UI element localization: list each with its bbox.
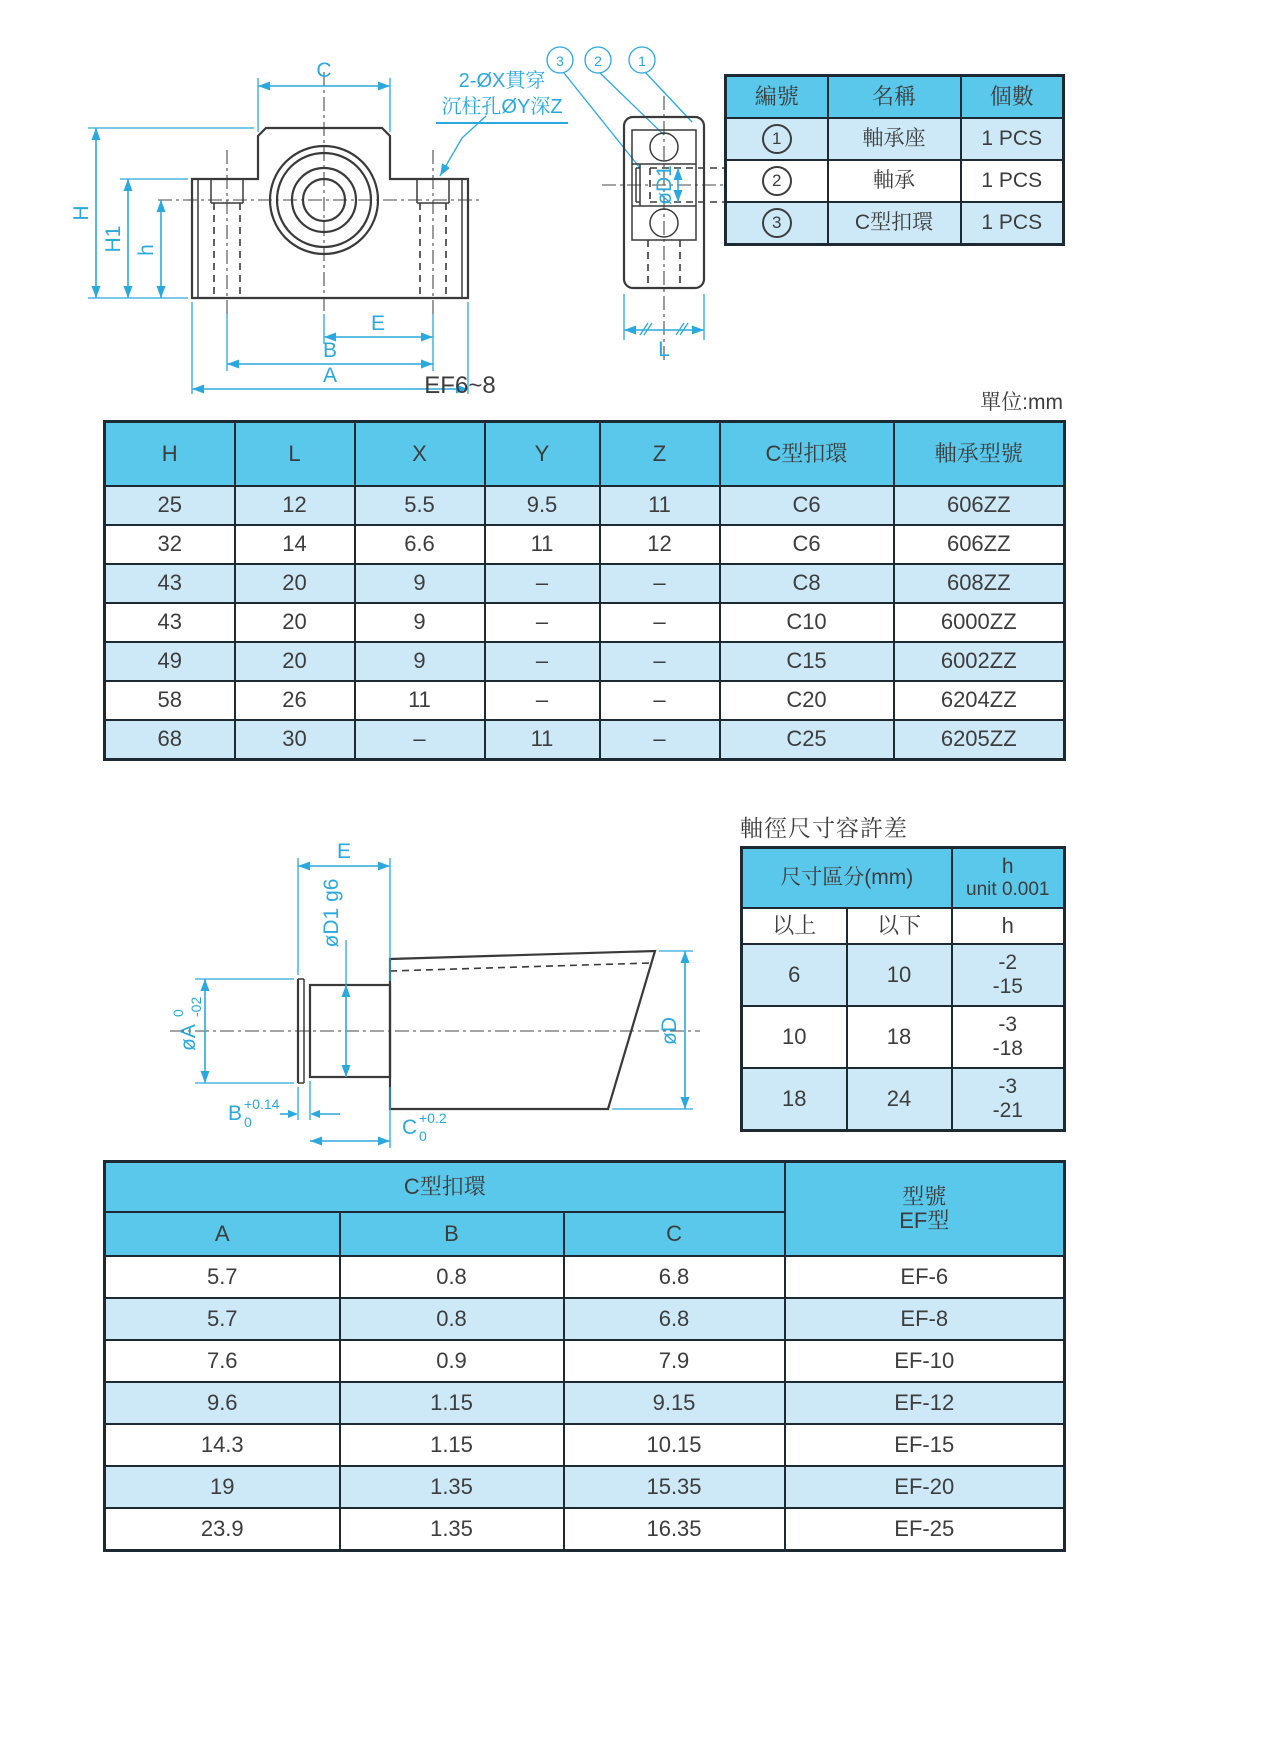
dim-label-l: L: [658, 338, 670, 361]
h-top: -2: [998, 950, 1018, 974]
parts-row: [726, 160, 1064, 202]
table-row: [105, 1466, 1065, 1508]
cell: 43: [105, 564, 235, 603]
cell: 5.7: [105, 1298, 340, 1340]
cell: EF-12: [785, 1382, 1065, 1424]
parts-header-qty: 個數: [961, 76, 1064, 119]
cell: 16.35: [564, 1508, 785, 1551]
cell-name: 軸承座: [828, 118, 961, 160]
unit-label: 單位:mm: [980, 391, 1063, 414]
cell: C6: [720, 525, 894, 564]
cell: 20: [235, 564, 355, 603]
front-view-drawing: [58, 46, 488, 394]
cell: 9: [355, 564, 485, 603]
parts-header-no: 編號: [726, 76, 828, 119]
cell: C15: [720, 642, 894, 681]
dim-label-c-sub: 0: [419, 1128, 427, 1144]
cell: EF-25: [785, 1508, 1065, 1551]
parts-header-row: [726, 76, 1064, 119]
cell: –: [600, 681, 720, 720]
cell: 32: [105, 525, 235, 564]
cell: –: [485, 564, 600, 603]
h-label: h: [952, 908, 1065, 944]
cell: 6.8: [564, 1256, 785, 1298]
dim-label-d: øD: [658, 1017, 681, 1045]
cell: 26: [235, 681, 355, 720]
counterbore-note-line2: 沉柱孔ØY深Z: [441, 96, 563, 118]
cell: 20: [235, 603, 355, 642]
cell: 7.9: [564, 1340, 785, 1382]
cell: 14: [235, 525, 355, 564]
cell: 58: [105, 681, 235, 720]
col-header-l: L: [235, 422, 355, 487]
table-row: [105, 681, 1065, 720]
tolerance-subheader-row: [742, 908, 1065, 944]
col-header-h: H: [105, 422, 235, 487]
tolerance-row: [742, 944, 1065, 1006]
cell-no: [726, 118, 828, 160]
cell: 43: [105, 603, 235, 642]
tolerance-header-row: [742, 848, 1065, 909]
dim-label-a-sup: 0: [170, 1009, 186, 1017]
cell: EF-20: [785, 1466, 1065, 1508]
cell: EF-10: [785, 1340, 1065, 1382]
table-row: [105, 486, 1065, 525]
shaft-end-drawing: [140, 828, 720, 1153]
dim-label-b: B: [228, 1102, 243, 1125]
cell: 25: [105, 486, 235, 525]
cell: 6205ZZ: [894, 720, 1065, 760]
cell: 0.9: [340, 1340, 564, 1382]
dim-label-h: H: [70, 205, 93, 221]
tolerance-row: [742, 1006, 1065, 1068]
cell: 9.6: [105, 1382, 340, 1424]
cell: C6: [720, 486, 894, 525]
cell: 1.15: [340, 1382, 564, 1424]
cell-h: [952, 1006, 1065, 1068]
dim-label-d1g6: øD1 g6: [320, 878, 343, 948]
cell: 10.15: [564, 1424, 785, 1466]
dim-label-c: C: [402, 1116, 418, 1139]
cell-qty: 1 PCS: [961, 118, 1064, 160]
cell-no: [726, 202, 828, 245]
h-bot: -15: [992, 975, 1023, 998]
cell: 12: [235, 486, 355, 525]
cell: –: [600, 642, 720, 681]
cell: 606ZZ: [894, 525, 1065, 564]
group-header-row: [105, 1162, 1065, 1213]
cell-name: C型扣環: [828, 202, 961, 245]
size-range-header: 尺寸區分(mm): [742, 848, 952, 909]
balloon-2: 2: [594, 53, 602, 69]
table-row: [105, 1424, 1065, 1466]
cell-h: [952, 1068, 1065, 1131]
model-header: [785, 1162, 1065, 1257]
col-header-z: Z: [600, 422, 720, 487]
cell: 5.5: [355, 486, 485, 525]
balloon-3: 3: [556, 53, 564, 69]
over-label: 以上: [742, 908, 847, 944]
cell: 6204ZZ: [894, 681, 1065, 720]
cell: 6.6: [355, 525, 485, 564]
cell: 606ZZ: [894, 486, 1065, 525]
cell: –: [600, 720, 720, 760]
cell-over: 18: [742, 1068, 847, 1131]
under-label: 以下: [847, 908, 952, 944]
h-header-line1: h: [1001, 855, 1014, 878]
dim-label-e: E: [370, 312, 386, 335]
dim-label-h-small: h: [135, 244, 158, 256]
cell: 11: [485, 525, 600, 564]
cell: 9: [355, 642, 485, 681]
balloon-number: 2: [762, 166, 792, 196]
balloon-1: 1: [638, 53, 646, 69]
table-row: [105, 720, 1065, 760]
cell: 6.8: [564, 1298, 785, 1340]
cell: 19: [105, 1466, 340, 1508]
tolerance-title: 軸徑尺寸容許差: [740, 815, 908, 841]
cell: EF-6: [785, 1256, 1065, 1298]
cell: –: [600, 603, 720, 642]
dim-label-a: A: [322, 364, 338, 387]
table-row: [105, 525, 1065, 564]
cell: –: [485, 681, 600, 720]
side-view-drawing: [540, 40, 740, 370]
cell: 9.15: [564, 1382, 785, 1424]
cell-under: 24: [847, 1068, 952, 1131]
cell: 15.35: [564, 1466, 785, 1508]
h-top: -3: [998, 1012, 1018, 1036]
table-row: [105, 642, 1065, 681]
cell: 11: [355, 681, 485, 720]
cell: 1.15: [340, 1424, 564, 1466]
dim-label-b-sub: 0: [244, 1114, 252, 1130]
cell: 5.7: [105, 1256, 340, 1298]
cell: 1.35: [340, 1466, 564, 1508]
col-header-b: B: [340, 1212, 564, 1256]
dim-label-e: E: [336, 840, 352, 863]
cell: –: [485, 603, 600, 642]
cring-model-table: [103, 1160, 1066, 1552]
cell: 11: [485, 720, 600, 760]
cell: 608ZZ: [894, 564, 1065, 603]
cell: 23.9: [105, 1508, 340, 1551]
table-row: [105, 564, 1065, 603]
cell: 0.8: [340, 1256, 564, 1298]
main-header-row: [105, 422, 1065, 487]
model-header-line1: 型號: [902, 1183, 947, 1209]
col-header-y: Y: [485, 422, 600, 487]
cell: 68: [105, 720, 235, 760]
cell: 30: [235, 720, 355, 760]
cell: C10: [720, 603, 894, 642]
dim-label-d1: øD1: [653, 165, 676, 205]
cell: 11: [600, 486, 720, 525]
balloon-number: 3: [762, 208, 792, 238]
counterbore-note-line1: 2-ØX貫穿: [458, 70, 546, 92]
cell: 6002ZZ: [894, 642, 1065, 681]
cell-no: [726, 160, 828, 202]
parts-header-name: 名稱: [828, 76, 961, 119]
cell: C20: [720, 681, 894, 720]
cell-h: [952, 944, 1065, 1006]
cell: 20: [235, 642, 355, 681]
main-dimension-table: [103, 420, 1066, 761]
model-header-line2: EF型: [899, 1208, 950, 1233]
dim-label-h1: H1: [102, 225, 125, 253]
cell: 0.8: [340, 1298, 564, 1340]
tolerance-table: [740, 846, 1066, 1132]
h-header-line2: unit 0.001: [966, 879, 1050, 901]
cell: –: [600, 564, 720, 603]
cell: 9.5: [485, 486, 600, 525]
table-row: [105, 1508, 1065, 1551]
cell-qty: 1 PCS: [961, 202, 1064, 245]
col-header-x: X: [355, 422, 485, 487]
dim-label-b-sup: +0.14: [244, 1096, 280, 1112]
cell-name: 軸承: [828, 160, 961, 202]
balloon-number: 1: [762, 124, 792, 154]
parts-row: [726, 118, 1064, 160]
dim-label-c: C: [316, 59, 332, 82]
table-row: [105, 1340, 1065, 1382]
cell: 1.35: [340, 1508, 564, 1551]
cell-under: 18: [847, 1006, 952, 1068]
table-row: [105, 603, 1065, 642]
h-bot: -21: [992, 1099, 1023, 1122]
cell: –: [485, 642, 600, 681]
h-bot: -18: [992, 1037, 1023, 1060]
cell: 49: [105, 642, 235, 681]
cell: C8: [720, 564, 894, 603]
col-header-bearing: 軸承型號: [894, 422, 1065, 487]
cell: EF-8: [785, 1298, 1065, 1340]
dim-label-a: øA: [177, 1024, 200, 1051]
parts-row: [726, 202, 1064, 245]
cell: C25: [720, 720, 894, 760]
cell-qty: 1 PCS: [961, 160, 1064, 202]
cell: 12: [600, 525, 720, 564]
col-header-cring: C型扣環: [720, 422, 894, 487]
table-row: [105, 1382, 1065, 1424]
col-header-c: C: [564, 1212, 785, 1256]
drawing-caption: EF6~8: [424, 372, 496, 399]
cell: EF-15: [785, 1424, 1065, 1466]
cell: 7.6: [105, 1340, 340, 1382]
cell-over: 10: [742, 1006, 847, 1068]
table-row: [105, 1256, 1065, 1298]
cell-over: 6: [742, 944, 847, 1006]
dim-label-b: B: [322, 339, 338, 362]
cell: 14.3: [105, 1424, 340, 1466]
table-row: [105, 1298, 1065, 1340]
col-header-a: A: [105, 1212, 340, 1256]
cell: –: [355, 720, 485, 760]
dim-label-a-sub: -02: [188, 996, 204, 1017]
cell: 6000ZZ: [894, 603, 1065, 642]
tolerance-row: [742, 1068, 1065, 1131]
cell-under: 10: [847, 944, 952, 1006]
h-top: -3: [998, 1074, 1018, 1098]
h-unit-header: [952, 848, 1065, 909]
cell: 9: [355, 603, 485, 642]
cring-group-header: C型扣環: [105, 1162, 785, 1213]
parts-table: [724, 74, 1065, 246]
dim-label-c-sup: +0.2: [419, 1110, 447, 1126]
